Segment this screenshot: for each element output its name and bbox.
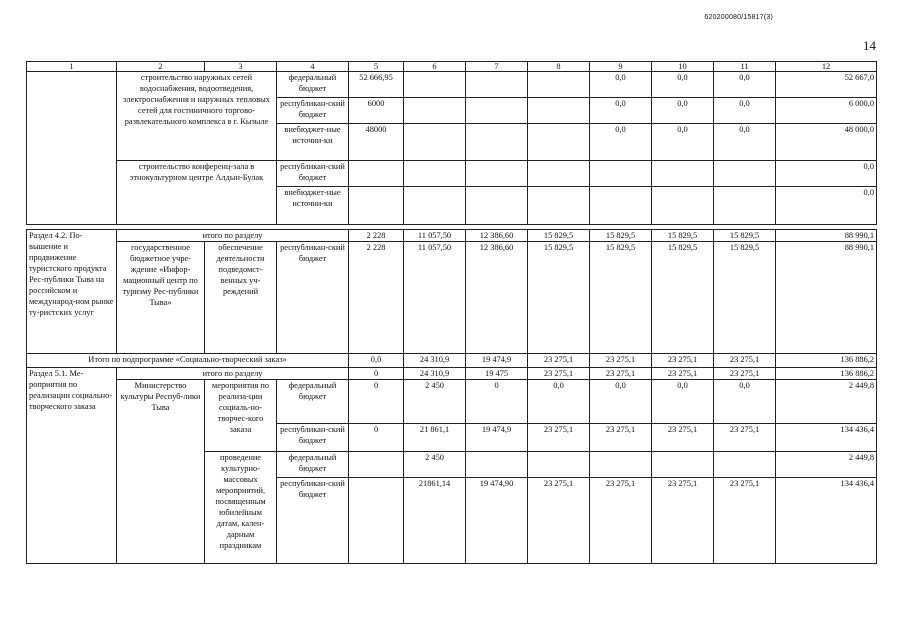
value-cell: 11 057,50	[404, 230, 466, 242]
funding-source: федеральный бюджет	[277, 380, 349, 424]
value-cell: 23 275,1	[528, 354, 590, 368]
value-cell: 0,0	[590, 124, 652, 161]
column-number: 12	[776, 62, 877, 72]
value-cell: 88 990,1	[776, 230, 877, 242]
budget-table-continued	[26, 229, 877, 564]
subprogram-total-row	[27, 354, 877, 368]
value-cell: 2 228	[349, 230, 404, 242]
value-cell: 134 436,4	[776, 424, 877, 452]
column-number: 5	[349, 62, 404, 72]
organization: Министерство культуры Респуб-лики Тыва	[117, 380, 205, 564]
column-number: 6	[404, 62, 466, 72]
funding-source: республикан-ский бюджет	[277, 98, 349, 124]
value-cell: 19 474,90	[466, 478, 528, 564]
total-label: итого по разделу	[117, 230, 349, 242]
value-cell: 136 886,2	[776, 354, 877, 368]
funding-source: республикан-ский бюджет	[277, 424, 349, 452]
value-cell: 15 829,5	[714, 230, 776, 242]
value-cell: 12 386,60	[466, 242, 528, 354]
value-cell: 21861,14	[404, 478, 466, 564]
value-cell: 23 275,1	[590, 424, 652, 452]
value-cell: 6 000,0	[776, 98, 877, 124]
value-cell: 23 275,1	[652, 354, 714, 368]
table-row	[27, 380, 877, 424]
value-cell: 48 000,0	[776, 124, 877, 161]
value-cell: 0,0	[714, 124, 776, 161]
value-cell: 2 449,8	[776, 380, 877, 424]
value-cell: 0,0	[714, 98, 776, 124]
value-cell: 52 666,95	[349, 72, 404, 98]
value-cell: 0,0	[590, 98, 652, 124]
table-row	[27, 242, 877, 354]
value-cell: 15 829,5	[590, 242, 652, 354]
value-cell: 88 990,1	[776, 242, 877, 354]
value-cell: 12 386,60	[466, 230, 528, 242]
value-cell: 11 057,50	[404, 242, 466, 354]
value-cell: 15 829,5	[528, 230, 590, 242]
value-cell: 2 449,8	[776, 452, 877, 478]
value-cell: 23 275,1	[528, 424, 590, 452]
value-cell: 0,0	[776, 187, 877, 225]
column-number: 10	[652, 62, 714, 72]
value-cell: 15 829,5	[528, 242, 590, 354]
value-cell: 0	[466, 380, 528, 424]
section-title: Раздел 4.2. По-вышение и продвижение туристского продукта Рес-публики Тыва на российском и международ-ном рынке ту-ристских услуг	[27, 230, 117, 354]
budget-table	[26, 61, 877, 225]
funding-source: федеральный бюджет	[277, 72, 349, 98]
value-cell: 24 310,9	[404, 368, 466, 380]
value-cell: 0	[349, 424, 404, 452]
table-row	[27, 72, 877, 98]
value-cell: 0,0	[349, 354, 404, 368]
value-cell: 23 275,1	[714, 354, 776, 368]
activity-description: строительство конференц-зала в этнокультурном центре Алдын-Булак	[117, 161, 277, 225]
total-label: Итого по подпрограмме «Социально-творческий заказ»	[27, 354, 349, 368]
empty-cell	[27, 72, 117, 225]
value-cell: 23 275,1	[652, 424, 714, 452]
value-cell: 0,0	[714, 380, 776, 424]
funding-source: республикан-ский бюджет	[277, 161, 349, 187]
value-cell: 15 829,5	[652, 230, 714, 242]
value-cell: 23 275,1	[652, 478, 714, 564]
funding-source: внебюджет-ные источни-ки	[277, 124, 349, 161]
column-number: 1	[27, 62, 117, 72]
document-code: 620200080/15817(3)	[704, 14, 773, 21]
value-cell: 2 450	[404, 380, 466, 424]
activity-description: строительство наружных сетей водоснабжения, водоотведения, электроснабжения и наружных тепловых сетей для гостиничного торгово-развлекательного комплекса в г. Кызыле	[117, 72, 277, 161]
section-total-row	[27, 368, 877, 380]
value-cell: 0,0	[528, 380, 590, 424]
column-number: 2	[117, 62, 205, 72]
value-cell: 0	[349, 368, 404, 380]
activity-description: мероприятия по реализа-ции социаль-но-творчес-кого заказа	[205, 380, 277, 452]
value-cell: 23 275,1	[714, 424, 776, 452]
column-numbers-row	[27, 62, 877, 72]
funding-source: федеральный бюджет	[277, 452, 349, 478]
value-cell: 23 275,1	[590, 478, 652, 564]
value-cell: 136 886,2	[776, 368, 877, 380]
column-number: 11	[714, 62, 776, 72]
value-cell: 2 228	[349, 242, 404, 354]
value-cell: 23 275,1	[528, 368, 590, 380]
page-number: 14	[863, 38, 876, 53]
organization: государственное бюджетное учре-ждение «Инфор-мационный центр по туризму Рес-публики Тыва»	[117, 242, 205, 354]
value-cell: 24 310,9	[404, 354, 466, 368]
column-number: 4	[277, 62, 349, 72]
activity-description: проведение культурно-массовых мероприятий, посвященным юбилейным датам, кален-дарным праздникам	[205, 452, 277, 564]
value-cell: 15 829,5	[714, 242, 776, 354]
value-cell: 0,0	[652, 98, 714, 124]
column-number: 8	[528, 62, 590, 72]
total-label: итого по разделу	[117, 368, 349, 380]
funding-source: республикан-ский бюджет	[277, 242, 349, 354]
column-number: 3	[205, 62, 277, 72]
value-cell: 0	[349, 380, 404, 424]
value-cell: 0,0	[652, 380, 714, 424]
value-cell: 21 861,1	[404, 424, 466, 452]
funding-source: внебюджет-ные источни-ки	[277, 187, 349, 225]
value-cell: 15 829,5	[590, 230, 652, 242]
value-cell: 0,0	[590, 72, 652, 98]
section-title: Раздел 5.1. Ме-роприятия по реализации социально-творческого заказа	[27, 368, 117, 564]
value-cell: 2 450	[404, 452, 466, 478]
value-cell: 0,0	[590, 380, 652, 424]
value-cell: 15 829,5	[652, 242, 714, 354]
value-cell: 23 275,1	[714, 478, 776, 564]
value-cell: 23 275,1	[590, 354, 652, 368]
column-number: 9	[590, 62, 652, 72]
activity-description: обеспечение деятельности подведомст-венных уч-реждений	[205, 242, 277, 354]
value-cell: 134 436,4	[776, 478, 877, 564]
value-cell: 23 275,1	[590, 368, 652, 380]
value-cell: 6000	[349, 98, 404, 124]
value-cell: 0,0	[776, 161, 877, 187]
value-cell: 23 275,1	[652, 368, 714, 380]
section-total-row	[27, 230, 877, 242]
value-cell: 0,0	[652, 124, 714, 161]
value-cell: 19 474,9	[466, 424, 528, 452]
table-row	[27, 161, 877, 187]
funding-source: республикан-ский бюджет	[277, 478, 349, 564]
value-cell: 0,0	[652, 72, 714, 98]
value-cell: 48000	[349, 124, 404, 161]
value-cell: 19 475	[466, 368, 528, 380]
value-cell: 0,0	[714, 72, 776, 98]
value-cell: 23 275,1	[714, 368, 776, 380]
value-cell: 52 667,0	[776, 72, 877, 98]
value-cell: 23 275,1	[528, 478, 590, 564]
column-number: 7	[466, 62, 528, 72]
value-cell: 19 474,9	[466, 354, 528, 368]
